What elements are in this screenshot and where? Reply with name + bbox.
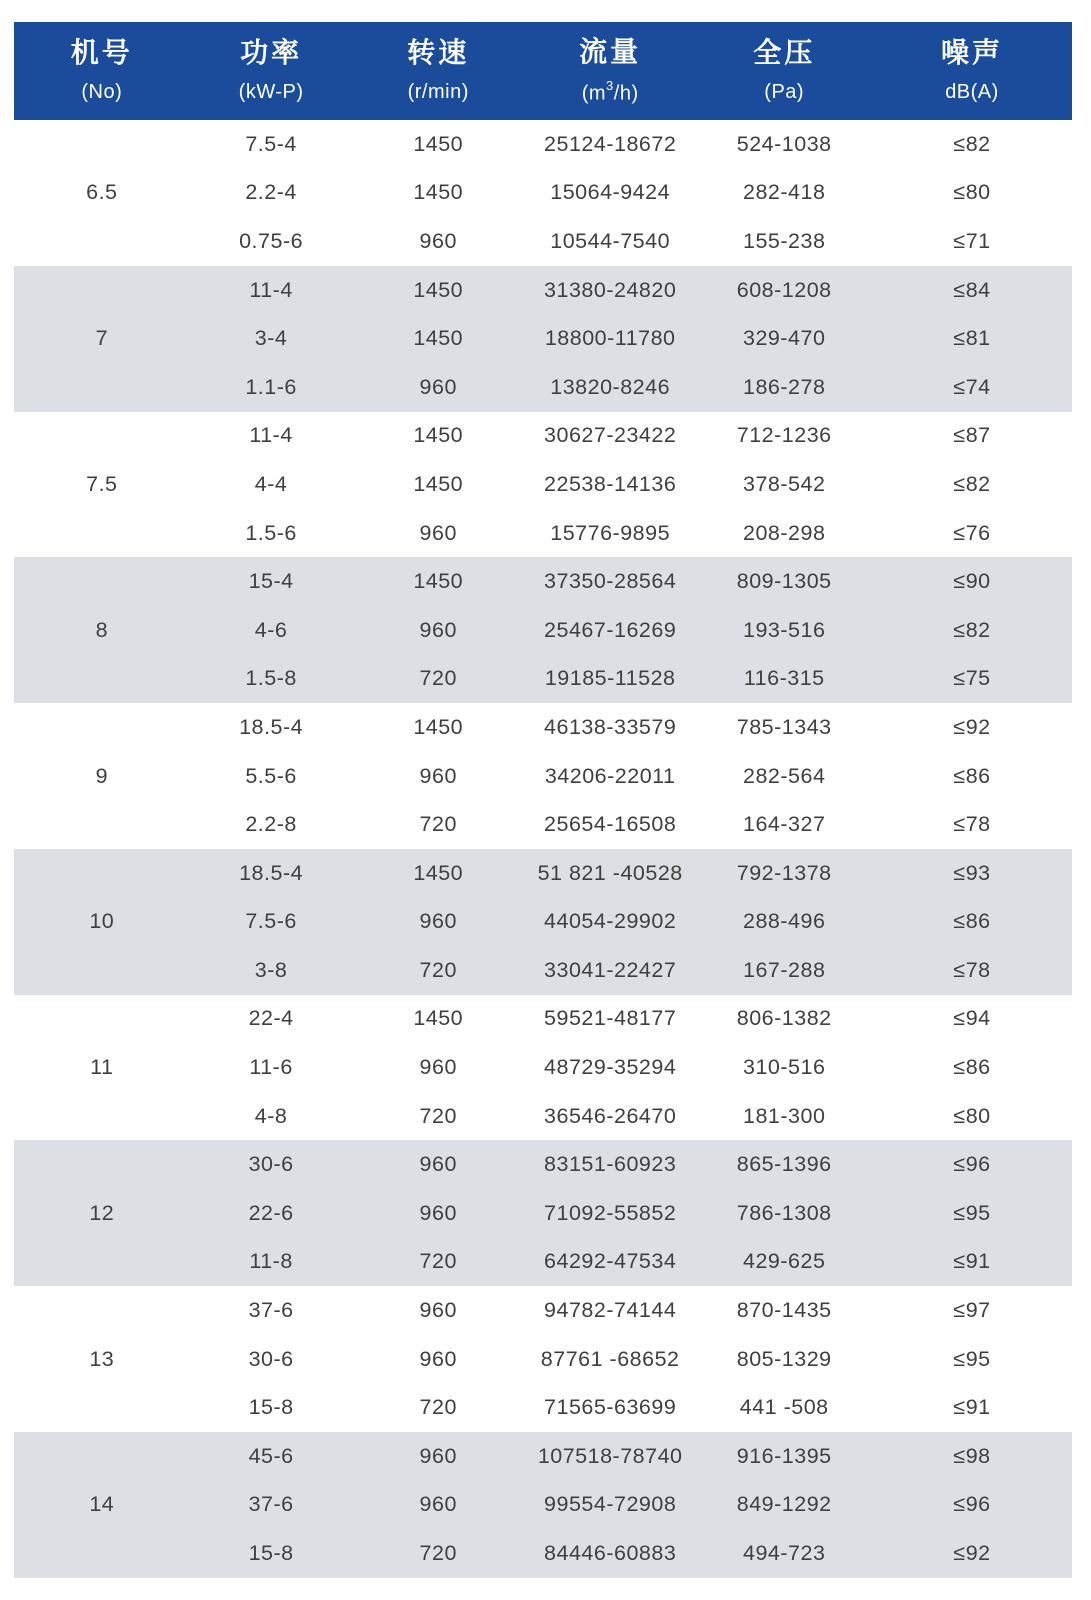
machine-no-cell: 14 xyxy=(89,1492,115,1517)
machine-no-cell: 11 xyxy=(90,1055,114,1080)
flow-cell: 46138-33579 xyxy=(544,714,677,739)
power-cell: 37-6 xyxy=(248,1492,294,1517)
noise-cell: ≤95 xyxy=(953,1200,991,1225)
flow-cell: 64292-47534 xyxy=(544,1249,677,1274)
flow-cell: 15776-9895 xyxy=(550,520,671,545)
power-cell: 11-8 xyxy=(249,1249,293,1274)
pressure-cell: 181-300 xyxy=(743,1103,826,1128)
speed-cell: 720 xyxy=(419,1249,457,1274)
noise-cell: ≤96 xyxy=(953,1492,991,1517)
power-cell: 7.5-6 xyxy=(245,909,297,934)
pressure-cell: 155-238 xyxy=(743,228,826,253)
speed-cell: 1450 xyxy=(413,423,464,448)
machine-no-cell: 6.5 xyxy=(86,180,118,205)
noise-cell: ≤87 xyxy=(953,423,991,448)
noise-cell: ≤90 xyxy=(953,569,991,594)
flow-cell: 15064-9424 xyxy=(550,180,671,205)
flow-cell: 22538-14136 xyxy=(544,471,677,496)
speed-cell: 960 xyxy=(419,617,457,642)
speed-cell: 720 xyxy=(419,1103,457,1128)
flow-cell: 107518-78740 xyxy=(537,1443,683,1468)
pressure-cell: 282-564 xyxy=(743,763,826,788)
flow-cell: 25124-18672 xyxy=(544,131,677,156)
noise-cell: ≤91 xyxy=(953,1395,991,1420)
machine-no-cell: 10 xyxy=(89,909,115,934)
machine-group-12 xyxy=(14,1140,1072,1286)
pressure-cell: 712-1236 xyxy=(736,423,832,448)
speed-cell: 960 xyxy=(419,228,457,253)
pressure-cell: 806-1382 xyxy=(736,1006,832,1031)
table-row xyxy=(14,995,1072,1044)
flow-cell: 30627-23422 xyxy=(544,423,677,448)
machine-group-14 xyxy=(14,1432,1072,1578)
pressure-cell: 786-1308 xyxy=(736,1200,832,1225)
table-row xyxy=(14,557,1072,606)
noise-cell: ≤93 xyxy=(953,860,991,885)
col-unit: dB(A) xyxy=(945,80,999,103)
noise-cell: ≤74 xyxy=(953,374,991,399)
noise-cell: ≤95 xyxy=(953,1346,991,1371)
flow-cell: 83151-60923 xyxy=(544,1152,677,1177)
pressure-cell: 164-327 xyxy=(743,812,826,837)
noise-cell: ≤75 xyxy=(953,666,991,691)
power-cell: 22-4 xyxy=(248,1006,294,1031)
flow-cell: 18800-11780 xyxy=(544,326,676,351)
pressure-cell: 167-288 xyxy=(743,957,826,982)
pressure-cell: 916-1395 xyxy=(736,1443,832,1468)
power-cell: 15-4 xyxy=(248,569,294,594)
machine-group-6.5 xyxy=(14,120,1072,266)
table-row xyxy=(14,120,1072,169)
machine-no-cell: 9 xyxy=(95,763,109,788)
speed-cell: 720 xyxy=(419,957,457,982)
noise-cell: ≤82 xyxy=(953,617,991,642)
table-row xyxy=(14,1432,1072,1481)
table-row xyxy=(14,849,1072,898)
speed-cell: 960 xyxy=(419,909,457,934)
power-cell: 4-6 xyxy=(254,617,288,642)
power-cell: 3-4 xyxy=(254,326,288,351)
pressure-cell: 310-516 xyxy=(743,1055,826,1080)
power-cell: 3-8 xyxy=(254,957,288,982)
flow-cell: 34206-22011 xyxy=(544,763,676,788)
flow-cell: 31380-24820 xyxy=(544,277,677,302)
speed-cell: 960 xyxy=(419,1346,457,1371)
power-cell: 7.5-4 xyxy=(245,131,297,156)
power-cell: 18.5-4 xyxy=(239,860,304,885)
power-cell: 30-6 xyxy=(248,1346,294,1371)
power-cell: 18.5-4 xyxy=(239,714,304,739)
power-cell: 0.75-6 xyxy=(239,228,304,253)
col-unit: (kW-P) xyxy=(238,80,304,103)
pressure-cell: 809-1305 xyxy=(736,569,832,594)
pressure-cell: 329-470 xyxy=(743,326,826,351)
speed-cell: 960 xyxy=(419,1055,457,1080)
machine-no-cell: 8 xyxy=(95,617,109,642)
power-cell: 4-8 xyxy=(254,1103,288,1128)
pressure-cell: 208-298 xyxy=(743,520,826,545)
speed-cell: 960 xyxy=(419,1492,457,1517)
col-unit: (Pa) xyxy=(764,80,805,103)
power-cell: 1.5-6 xyxy=(245,520,297,545)
col-title: 流量 xyxy=(579,35,642,67)
speed-cell: 1450 xyxy=(413,471,464,496)
power-cell: 1.5-8 xyxy=(245,666,297,691)
machine-group-7 xyxy=(14,266,1072,412)
pressure-cell: 186-278 xyxy=(743,374,826,399)
noise-cell: ≤98 xyxy=(953,1443,991,1468)
power-cell: 4-4 xyxy=(254,471,288,496)
table-row xyxy=(14,1286,1072,1335)
noise-cell: ≤86 xyxy=(953,909,991,934)
power-cell: 45-6 xyxy=(248,1443,294,1468)
noise-cell: ≤78 xyxy=(953,812,991,837)
speed-cell: 720 xyxy=(419,666,457,691)
superscript-3: 3 xyxy=(606,77,614,93)
flow-cell: 44054-29902 xyxy=(544,909,677,934)
noise-cell: ≤92 xyxy=(953,1541,991,1566)
speed-cell: 1450 xyxy=(413,180,464,205)
flow-cell: 10544-7540 xyxy=(550,228,671,253)
power-cell: 15-8 xyxy=(248,1541,294,1566)
col-title: 功率 xyxy=(240,37,303,69)
noise-cell: ≤86 xyxy=(953,1055,991,1080)
table-row xyxy=(14,703,1072,752)
speed-cell: 960 xyxy=(419,1298,457,1323)
speed-cell: 1450 xyxy=(413,569,464,594)
machine-group-11 xyxy=(14,995,1072,1141)
power-cell: 15-8 xyxy=(248,1395,294,1420)
power-cell: 2.2-8 xyxy=(245,812,297,837)
pressure-cell: 116-315 xyxy=(743,666,825,691)
fan-spec-table xyxy=(14,22,1072,1578)
power-cell: 11-4 xyxy=(249,277,293,302)
machine-group-13 xyxy=(14,1286,1072,1432)
speed-cell: 1450 xyxy=(413,277,464,302)
col-unit: (No) xyxy=(81,80,123,103)
col-header-power xyxy=(190,22,353,120)
speed-cell: 960 xyxy=(419,763,457,788)
flow-cell: 99554-72908 xyxy=(544,1492,677,1517)
machine-group-8 xyxy=(14,557,1072,703)
noise-cell: ≤78 xyxy=(953,957,991,982)
speed-cell: 1450 xyxy=(413,860,464,885)
pressure-cell: 870-1435 xyxy=(736,1298,832,1323)
table-row xyxy=(14,412,1072,461)
power-cell: 2.2-4 xyxy=(245,180,297,205)
machine-no-cell: 13 xyxy=(89,1346,115,1371)
col-title: 转速 xyxy=(407,37,470,69)
machine-no-cell: 12 xyxy=(89,1200,115,1225)
pressure-cell: 805-1329 xyxy=(736,1346,832,1371)
pressure-cell: 494-723 xyxy=(743,1541,826,1566)
pressure-cell: 429-625 xyxy=(743,1249,826,1274)
noise-cell: ≤92 xyxy=(953,714,991,739)
pressure-cell: 608-1208 xyxy=(736,277,832,302)
pressure-cell: 849-1292 xyxy=(736,1492,832,1517)
power-cell: 5.5-6 xyxy=(245,763,297,788)
col-unit: (r/min) xyxy=(407,80,469,103)
power-cell: 30-6 xyxy=(248,1152,294,1177)
noise-cell: ≤82 xyxy=(953,131,991,156)
speed-cell: 960 xyxy=(419,1443,457,1468)
flow-cell: 71565-63699 xyxy=(544,1395,677,1420)
pressure-cell: 441 -508 xyxy=(739,1395,829,1420)
speed-cell: 1450 xyxy=(413,714,464,739)
pressure-cell: 865-1396 xyxy=(736,1152,832,1177)
speed-cell: 720 xyxy=(419,1395,457,1420)
noise-cell: ≤86 xyxy=(953,763,991,788)
noise-cell: ≤96 xyxy=(953,1152,991,1177)
speed-cell: 960 xyxy=(419,1152,457,1177)
flow-cell: 84446-60883 xyxy=(544,1541,677,1566)
pressure-cell: 193-516 xyxy=(743,617,826,642)
noise-cell: ≤76 xyxy=(953,520,991,545)
noise-cell: ≤94 xyxy=(953,1006,991,1031)
speed-cell: 1450 xyxy=(413,131,464,156)
speed-cell: 1450 xyxy=(413,326,464,351)
flow-cell: 94782-74144 xyxy=(544,1298,677,1323)
col-header-pressure xyxy=(696,22,872,120)
noise-cell: ≤81 xyxy=(953,326,991,351)
pressure-cell: 282-418 xyxy=(743,180,826,205)
table-header xyxy=(14,22,1072,120)
speed-cell: 960 xyxy=(419,374,457,399)
flow-cell: 59521-48177 xyxy=(544,1006,677,1031)
pressure-cell: 524-1038 xyxy=(736,131,832,156)
noise-cell: ≤80 xyxy=(953,1103,991,1128)
pressure-cell: 378-542 xyxy=(743,471,826,496)
flow-cell: 25467-16269 xyxy=(544,617,677,642)
noise-cell: ≤80 xyxy=(953,180,991,205)
noise-cell: ≤91 xyxy=(953,1249,991,1274)
speed-cell: 720 xyxy=(419,812,457,837)
noise-cell: ≤82 xyxy=(953,471,991,496)
pressure-cell: 288-496 xyxy=(743,909,826,934)
speed-cell: 720 xyxy=(419,1541,457,1566)
noise-cell: ≤97 xyxy=(953,1298,991,1323)
table-row xyxy=(14,1140,1072,1189)
power-cell: 22-6 xyxy=(248,1200,294,1225)
flow-cell: 87761 -68652 xyxy=(540,1346,680,1371)
speed-cell: 960 xyxy=(419,1200,457,1225)
flow-cell: 13820-8246 xyxy=(550,374,671,399)
flow-cell: 19185-11528 xyxy=(544,666,676,691)
power-cell: 11-6 xyxy=(249,1055,293,1080)
noise-cell: ≤71 xyxy=(953,228,991,253)
col-header-machine-no xyxy=(14,22,190,120)
table-row xyxy=(14,266,1072,315)
flow-cell: 37350-28564 xyxy=(544,569,677,594)
col-unit: $(m^3/h)$ xyxy=(581,77,639,105)
flow-cell: 71092-55852 xyxy=(544,1200,677,1225)
noise-cell: ≤84 xyxy=(953,277,991,302)
flow-cell: 33041-22427 xyxy=(544,957,677,982)
col-header-speed xyxy=(353,22,524,120)
col-title: 噪声 xyxy=(941,37,1004,69)
power-cell: 37-6 xyxy=(248,1298,294,1323)
pressure-cell: 792-1378 xyxy=(736,860,832,885)
power-cell: 1.1-6 xyxy=(245,374,297,399)
header-row xyxy=(14,22,1072,120)
machine-group-10 xyxy=(14,849,1072,995)
machine-group-7.5 xyxy=(14,412,1072,558)
machine-no-cell: 7.5 xyxy=(86,471,118,496)
speed-cell: 960 xyxy=(419,520,457,545)
machine-group-9 xyxy=(14,703,1072,849)
col-title: 机号 xyxy=(70,37,133,69)
flow-cell: 51 821 -40528 xyxy=(537,860,683,885)
flow-cell: 25654-16508 xyxy=(544,812,677,837)
col-header-noise xyxy=(872,22,1072,120)
flow-cell: 36546-26470 xyxy=(544,1103,677,1128)
machine-no-cell: 7 xyxy=(95,326,109,351)
speed-cell: 1450 xyxy=(413,1006,464,1031)
flow-cell: 48729-35294 xyxy=(544,1055,677,1080)
col-header-flow xyxy=(524,22,696,120)
col-title: 全压 xyxy=(753,37,816,69)
power-cell: 11-4 xyxy=(249,423,293,448)
pressure-cell: 785-1343 xyxy=(736,714,832,739)
